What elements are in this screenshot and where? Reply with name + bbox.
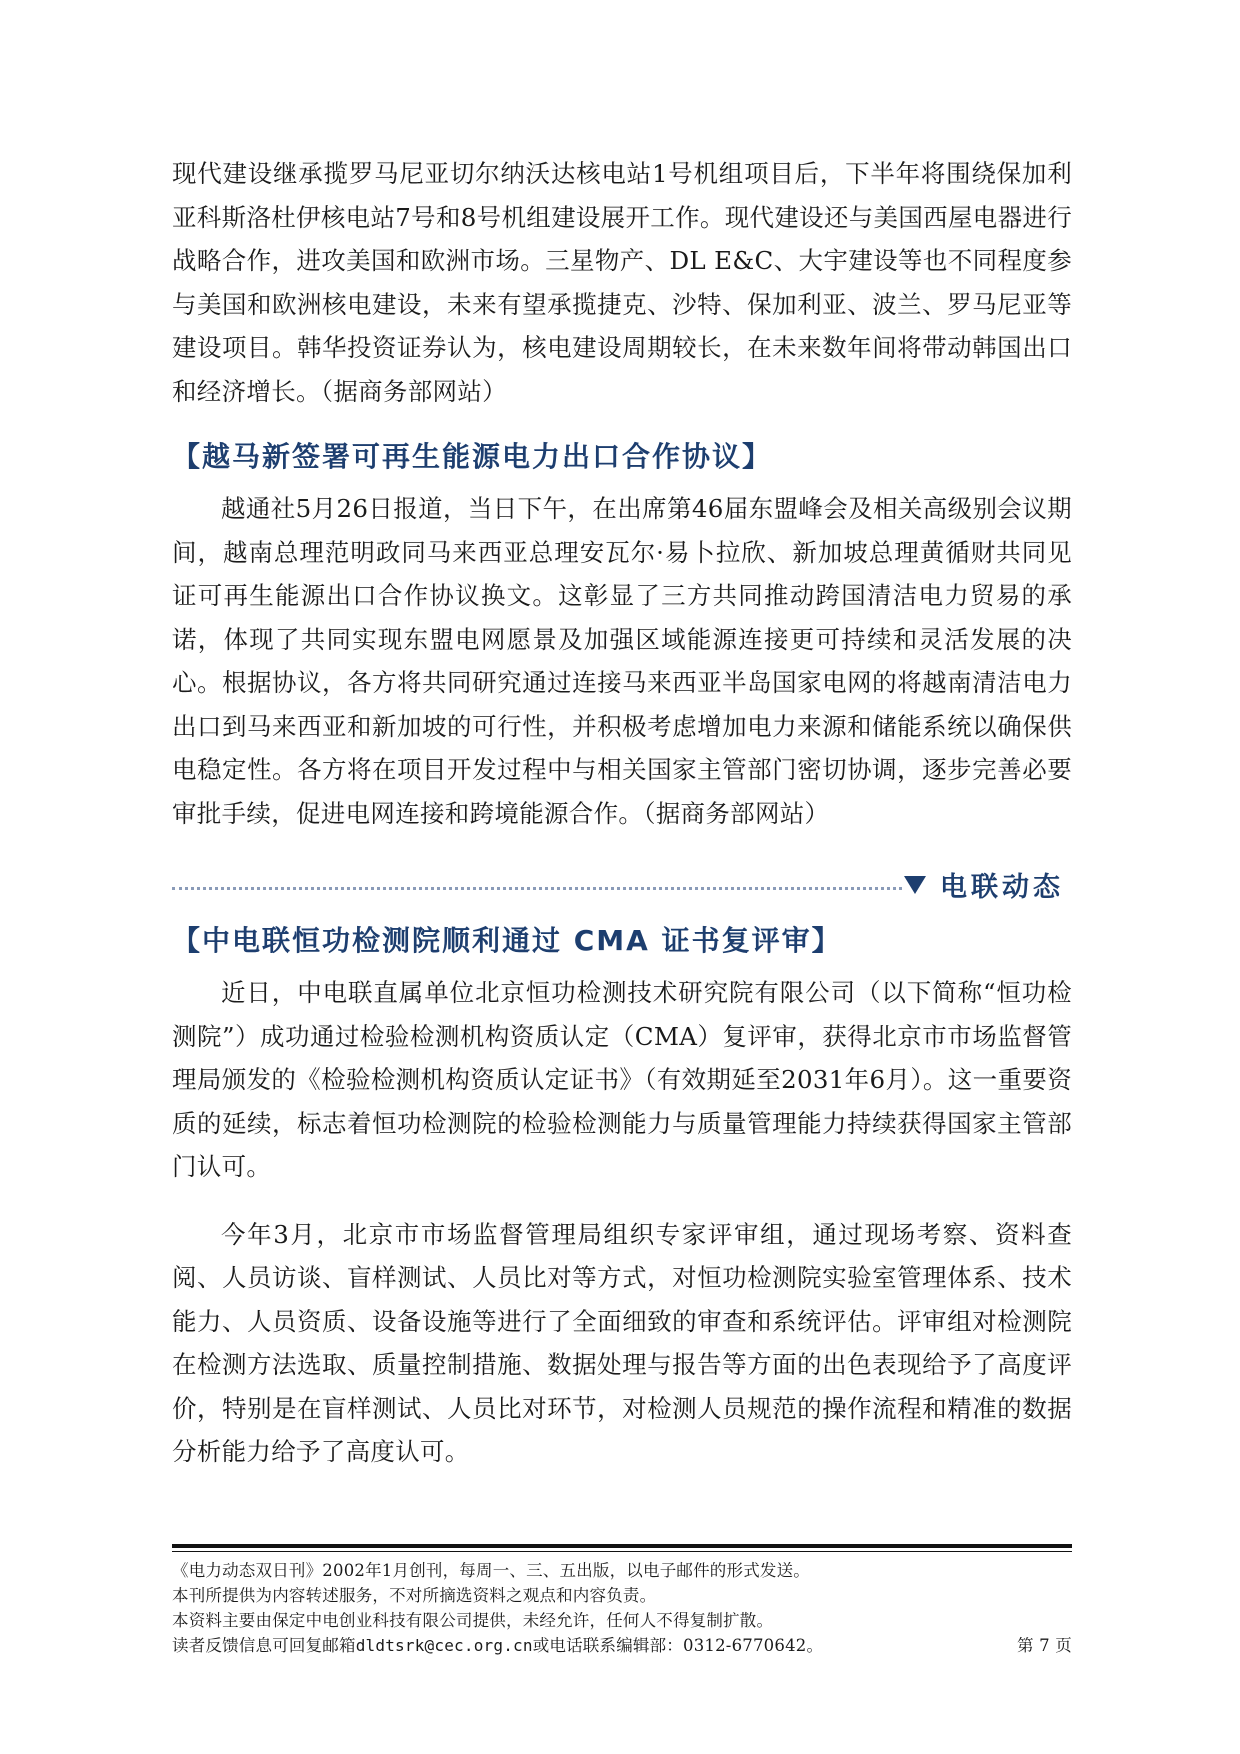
article-paragraph-cma-2: 今年3月，北京市市场监督管理局组织专家评审组，通过现场考察、资料查阅、人员访谈、盲样测试、人员比对等方式，对恒功检测院实验室管理体系、技术能力、人员资质、设备设施等进行了全面细致的审查和系统评估。评审组对检测院在检测方法选取、质量控制措施、数据处理与报告等方面的出色表现给予了高度评价，特别是在盲样测试、人员比对环节，对检测人员规范的操作流程和精准的数据分析能力给予了高度认可。	[172, 1219, 1072, 1466]
triangle-down-icon	[904, 876, 926, 894]
article-paragraph-cma-1: 近日，中电联直属单位北京恒功检测技术研究院有限公司（以下简称“恒功检测院”）成功通过检验检测机构资质认定（CMA）复评审，获得北京市市场监督管理局颁发的《检验检测机构资质认定证书》（有效期延至2031年6月）。这一重要资质的延续，标志着恒功检测院的检验检测能力与质量管理能力持续获得国家主管部门认可。	[172, 978, 1072, 1181]
article-continuation-paragraph: 现代建设继承揽罗马尼亚切尔纳沃达核电站1号机组项目后，下半年将围绕保加利亚科斯洛杜伊核电站7号和8号机组建设展开工作。现代建设还与美国西屋电器进行战略合作，进攻美国和欧洲市场。三星物产、DL E&C、大宇建设等也不同程度参与美国和欧洲核电建设，未来有望承揽捷克、沙特、保加利亚、波兰、罗马尼亚等建设项目。韩华投资证券认为，核电建设周期较长，在未来数年间将带动韩国出口和经济增长。（据商务部网站）	[172, 159, 1072, 406]
page-footer	[172, 1544, 1072, 1658]
footer-rule-thin	[172, 1551, 1072, 1552]
article-paragraph-vietnam-malaysia: 越通社5月26日报道，当日下午，在出席第46届东盟峰会及相关高级别会议期间，越南总理范明政同马来西亚总理安瓦尔·易卜拉欣、新加坡总理黄循财共同见证可再生能源出口合作协议换文。这彰显了三方共同推动跨国清洁电力贸易的承诺，体现了共同实现东盟电网愿景及加强区域能源连接更可持续和灵活发展的决心。根据协议，各方将共同研究通过连接马来西亚半岛国家电网的将越南清洁电力出口到马来西亚和新加坡的可行性，并积极考虑增加电力来源和储能系统以确保供电稳定性。各方将在项目开发过程中与相关国家主管部门密切协调，逐步完善必要审批手续，促进电网连接和跨境能源合作。（据商务部网站）	[172, 494, 1072, 828]
footer-line-copyright: 本资料主要由保定中电创业科技有限公司提供，未经允许，任何人不得复制扩散。	[172, 1611, 774, 1630]
section-divider	[172, 865, 1072, 909]
article-title-cma-review: 【中电联恒功检测院顺利通过 CMA 证书复评审】	[172, 924, 842, 957]
footer-line-contact	[172, 1633, 1072, 1658]
section-header	[904, 865, 1064, 904]
footer-email-link[interactable]: dldtsrk@cec.org.cn	[355, 1636, 533, 1655]
dotted-rule	[172, 887, 902, 890]
page-number: 第 7 页	[1017, 1636, 1072, 1655]
footer-line-disclaimer: 本刊所提供为内容转述服务，不对所摘选资料之观点和内容负责。	[172, 1586, 657, 1605]
footer-contact-prefix: 读者反馈信息可回复邮箱	[172, 1636, 356, 1655]
footer-phone: 0312-6770642	[683, 1636, 807, 1655]
footer-contact-text	[172, 1633, 823, 1658]
page-content	[172, 152, 1072, 1474]
section-label: 电联动态	[940, 872, 1064, 903]
footer-line-publication: 《电力动态双日刊》2002年1月创刊，每周一、三、五出版，以电子邮件的形式发送。	[172, 1561, 810, 1580]
article-title-vietnam-malaysia: 【越马新签署可再生能源电力出口合作协议】	[172, 440, 773, 473]
footer-contact-middle: 或电话联系编辑部：	[532, 1636, 684, 1655]
footer-contact-suffix: 。	[806, 1636, 824, 1655]
footer-rule-thick	[172, 1544, 1072, 1548]
